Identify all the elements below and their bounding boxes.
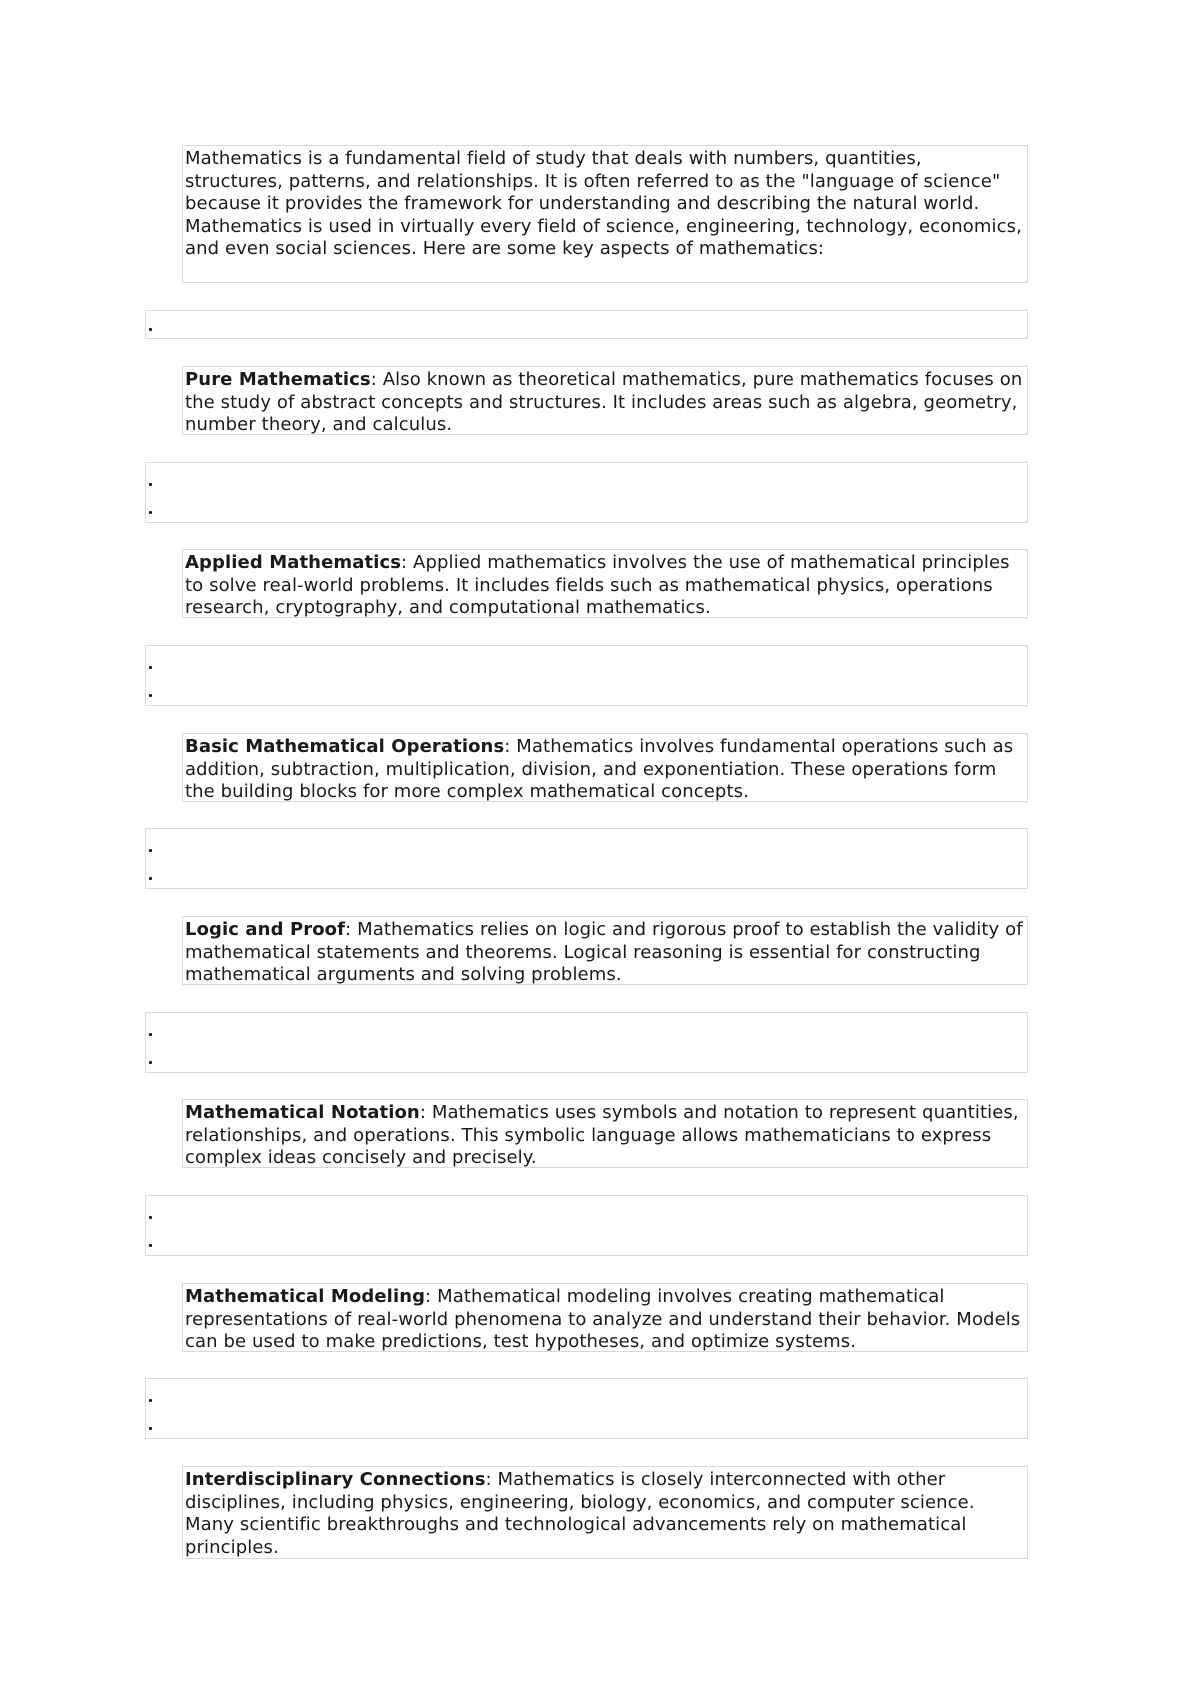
- section-interdisciplinary-connections: [182, 1466, 1028, 1559]
- section-text: : Mathematics involves fundamental operations such as addition, subtraction, multiplication, division, and exponentiation. These operations form the building blocks for more complex mathematical concepts.: [185, 736, 1014, 803]
- section-logic-and-proof: [182, 916, 1028, 985]
- bullet-dot: [149, 1061, 152, 1064]
- bullet-marker-box: [145, 462, 1028, 523]
- section-text: : Applied mathematics involves the use of mathematical principles to solve real-world problems. It includes fields such as mathematical physics, operations research, cryptography, and computational mathematics.: [185, 552, 1010, 619]
- bullet-dot: [149, 877, 152, 880]
- section-text: : Mathematics relies on logic and rigorous proof to establish the validity of mathematical statements and theorems. Logical reasoning is essential for constructing mathematical arguments and solving problems.: [185, 919, 1023, 986]
- section-basic-operations: [182, 733, 1028, 802]
- section-text: : Mathematics is closely interconnected with other disciplines, including physics, engineering, biology, economics, and computer science. Many scientific breakthroughs and technological advancements rely on mathematical principles.: [185, 1469, 975, 1558]
- bullet-dot: [149, 666, 152, 669]
- bullet-marker-box: [145, 1195, 1028, 1256]
- intro-paragraph: [182, 145, 1028, 283]
- bullet-dot: [149, 694, 152, 697]
- section-mathematical-notation: [182, 1099, 1028, 1168]
- section-pure-mathematics: [182, 366, 1028, 435]
- bullet-marker-box: [145, 828, 1028, 889]
- section-term: Interdisciplinary Connections: [185, 1469, 486, 1490]
- section-text: : Mathematics uses symbols and notation to represent quantities, relationships, and operations. This symbolic language allows mathematicians to express complex ideas concisely and precisely.: [185, 1102, 1019, 1169]
- section-term: Mathematical Notation: [185, 1102, 420, 1123]
- section-mathematical-modeling: [182, 1283, 1028, 1352]
- section-text: : Mathematical modeling involves creating mathematical representations of real-world phenomena to analyze and understand their behavior. Models can be used to make predictions, test hypotheses, and optimize systems.: [185, 1286, 1021, 1353]
- section-applied-mathematics: [182, 549, 1028, 618]
- bullet-dot: [149, 511, 152, 514]
- bullet-dot: [149, 849, 152, 852]
- bullet-dot: [149, 483, 152, 486]
- section-term: Basic Mathematical Operations: [185, 736, 505, 757]
- section-term: Mathematical Modeling: [185, 1286, 426, 1307]
- bullet-dot: [149, 1033, 152, 1036]
- bullet-dot: [149, 1399, 152, 1402]
- bullet-marker-box: [145, 645, 1028, 706]
- section-text: : Also known as theoretical mathematics, pure mathematics focuses on the study of abstract concepts and structures. It includes areas such as algebra, geometry, number theory, and calculus.: [185, 369, 1023, 436]
- bullet-dot: [149, 1216, 152, 1219]
- bullet-dot: [149, 1427, 152, 1430]
- bullet-marker-box: [145, 1012, 1028, 1073]
- section-term: Pure Mathematics: [185, 369, 371, 390]
- bullet-dot: [149, 328, 152, 331]
- section-term: Logic and Proof: [185, 919, 346, 940]
- bullet-marker-box: [145, 310, 1028, 339]
- bullet-marker-box: [145, 1378, 1028, 1439]
- intro-text: Mathematics is a fundamental field of study that deals with numbers, quantities, structures, patterns, and relationships. It is often referred to as the "language of science" because it provides the framework for understanding and describing the natural world. Mathematics is used in virtually every field of science, engineering, technology, economics, and even social sciences. Here are some key aspects of mathematics:: [185, 148, 1022, 260]
- section-term: Applied Mathematics: [185, 552, 402, 573]
- bullet-dot: [149, 1244, 152, 1247]
